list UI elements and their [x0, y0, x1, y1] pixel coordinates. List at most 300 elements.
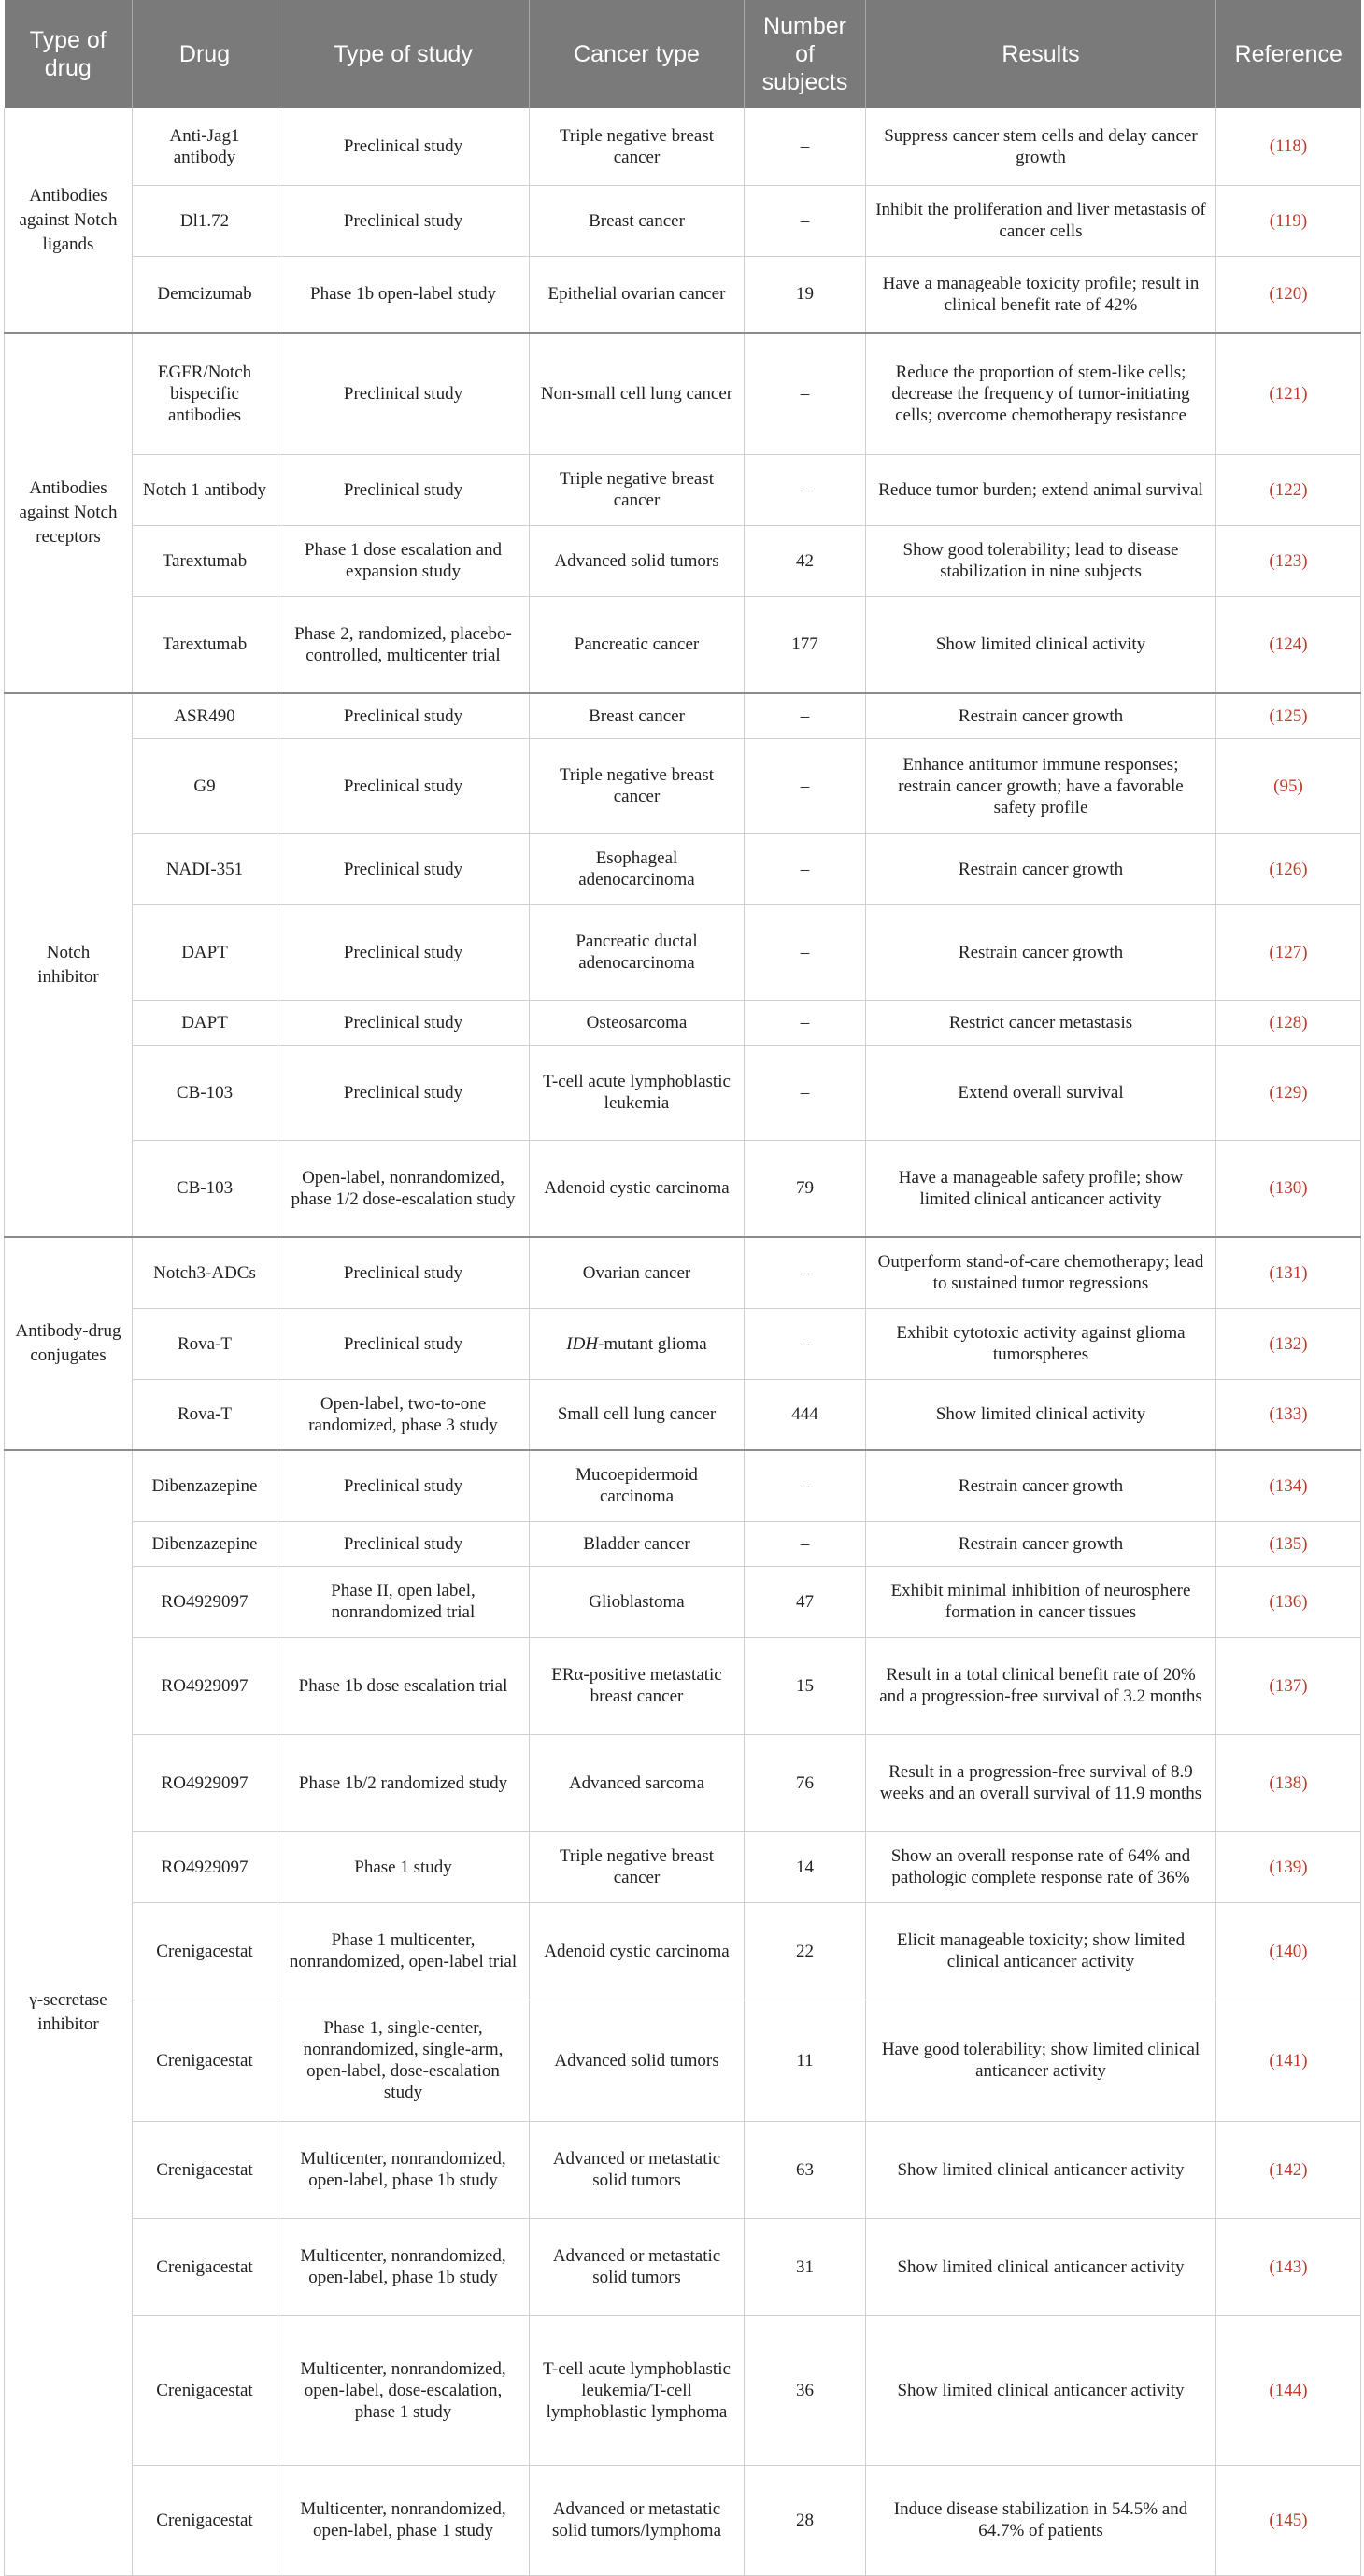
ref-paren-close: ): [1301, 2159, 1308, 2180]
study-type-cell: Phase 1 study: [277, 1831, 530, 1902]
reference-cell: [1216, 904, 1361, 1000]
ref-paren-close: ): [1301, 2050, 1308, 2071]
table-row: [5, 2218, 1361, 2315]
cancer-type-cell: Triple negative breast cancer: [530, 108, 745, 185]
ref-paren-close: ): [1301, 284, 1308, 305]
cancer-type-cell: Triple negative breast cancer: [530, 738, 745, 833]
table-row: [5, 904, 1361, 1000]
reference-link[interactable]: 125: [1274, 705, 1302, 726]
ref-paren-close: ): [1301, 1857, 1308, 1877]
reference-cell: [1216, 1140, 1361, 1237]
results-cell: Reduce the proportion of stem-like cells; decrease the frequency of tumor-initiating cells; overcome chemotherapy resistance: [866, 333, 1216, 454]
ref-paren-open: (: [1269, 705, 1275, 726]
study-type-cell: Phase 1b dose escalation trial: [277, 1637, 530, 1734]
results-cell: Enhance antitumor immune responses; restrain cancer growth; have a favorable safety profile: [866, 738, 1216, 833]
drug-cell: Rova-T: [133, 1308, 277, 1379]
subjects-cell: –: [745, 1045, 866, 1140]
table-row: [5, 1379, 1361, 1450]
reference-link[interactable]: 130: [1274, 1178, 1302, 1199]
study-type-cell: Preclinical study: [277, 904, 530, 1000]
table-row: [5, 596, 1361, 693]
ref-paren-open: (: [1269, 479, 1275, 500]
results-cell: Result in a total clinical benefit rate of 20% and a progression-free survival of 3.2 months: [866, 1637, 1216, 1734]
subjects-cell: 36: [745, 2315, 866, 2465]
ref-paren-open: (: [1269, 284, 1275, 305]
drug-cell: Crenigacestat: [133, 2218, 277, 2315]
ref-paren-open: (: [1269, 942, 1275, 962]
subjects-cell: –: [745, 333, 866, 454]
cancer-type-cell: Pancreatic cancer: [530, 596, 745, 693]
cancer-type-cell: Pancreatic ductal adenocarcinoma: [530, 904, 745, 1000]
subjects-cell: –: [745, 738, 866, 833]
reference-cell: [1216, 1734, 1361, 1831]
drug-cell: Notch 1 antibody: [133, 454, 277, 525]
results-cell: Restrain cancer growth: [866, 693, 1216, 738]
reference-link[interactable]: 132: [1274, 1333, 1302, 1354]
results-cell: Show good tolerability; lead to disease stabilization in nine subjects: [866, 525, 1216, 596]
drug-cell: RO4929097: [133, 1734, 277, 1831]
reference-link[interactable]: 141: [1274, 2050, 1302, 2071]
reference-cell: [1216, 1308, 1361, 1379]
table-row: [5, 1000, 1361, 1045]
ref-paren-close: ): [1297, 776, 1303, 796]
study-type-cell: Preclinical study: [277, 1521, 530, 1566]
reference-cell: [1216, 1000, 1361, 1045]
cancer-type-cell: IDH-mutant glioma: [530, 1308, 745, 1379]
results-cell: Restrain cancer growth: [866, 904, 1216, 1000]
table-row: [5, 833, 1361, 904]
reference-cell: [1216, 108, 1361, 185]
drug-cell: Crenigacestat: [133, 2121, 277, 2218]
reference-link[interactable]: 123: [1274, 550, 1302, 571]
ref-paren-close: ): [1301, 1475, 1308, 1496]
ref-paren-open: (: [1269, 1857, 1275, 1877]
table-row: [5, 2121, 1361, 2218]
study-type-cell: Multicenter, nonrandomized, open-label, phase 1b study: [277, 2121, 530, 2218]
table-row: [5, 1566, 1361, 1637]
ref-paren-close: ): [1301, 383, 1308, 404]
reference-link[interactable]: 133: [1274, 1404, 1302, 1425]
cancer-type-cell: Osteosarcoma: [530, 1000, 745, 1045]
study-type-cell: Preclinical study: [277, 333, 530, 454]
study-type-cell: Phase 1b/2 randomized study: [277, 1734, 530, 1831]
cancer-type-cell: T-cell acute lymphoblastic leukemia/T-cell lymphoblastic lymphoma: [530, 2315, 745, 2465]
subjects-cell: –: [745, 904, 866, 1000]
drug-cell: Dl1.72: [133, 185, 277, 256]
study-type-cell: Preclinical study: [277, 1450, 530, 1521]
cancer-type-cell: Advanced or metastatic solid tumors/lymphoma: [530, 2465, 745, 2575]
table-row: [5, 738, 1361, 833]
results-cell: Suppress cancer stem cells and delay cancer growth: [866, 108, 1216, 185]
cancer-type-cell: T-cell acute lymphoblastic leukemia: [530, 1045, 745, 1140]
results-cell: Extend overall survival: [866, 1045, 1216, 1140]
drug-cell: G9: [133, 738, 277, 833]
study-type-cell: Phase 1 multicenter, nonrandomized, open-label trial: [277, 1902, 530, 2000]
ref-paren-open: (: [1269, 634, 1275, 655]
subjects-cell: 79: [745, 1140, 866, 1237]
study-type-cell: Multicenter, nonrandomized, open-label, phase 1 study: [277, 2465, 530, 2575]
ref-paren-close: ): [1301, 1941, 1308, 1961]
drug-cell: Crenigacestat: [133, 2465, 277, 2575]
ref-paren-close: ): [1301, 1082, 1308, 1103]
reference-cell: [1216, 256, 1361, 333]
drug-type-cell: Notch inhibitor: [5, 693, 133, 1237]
drug-cell: Crenigacestat: [133, 2000, 277, 2121]
study-type-cell: Preclinical study: [277, 108, 530, 185]
table-row: [5, 2315, 1361, 2465]
ref-paren-close: ): [1301, 1772, 1308, 1793]
cancer-type-cell: Advanced solid tumors: [530, 525, 745, 596]
drug-cell: CB-103: [133, 1140, 277, 1237]
cancer-type-cell: Bladder cancer: [530, 1521, 745, 1566]
subjects-cell: 31: [745, 2218, 866, 2315]
table-row: [5, 1308, 1361, 1379]
reference-link[interactable]: 142: [1274, 2159, 1302, 2180]
results-cell: Result in a progression-free survival of 8.9 weeks and an overall survival of 11.9 months: [866, 1734, 1216, 1831]
reference-link[interactable]: 118: [1275, 136, 1301, 157]
subjects-cell: 19: [745, 256, 866, 333]
drug-type-cell: γ-secretase inhibitor: [5, 1450, 133, 2575]
subjects-cell: –: [745, 1521, 866, 1566]
study-type-cell: Phase 2, randomized, placebo-controlled, multicenter trial: [277, 596, 530, 693]
cancer-type-cell: Advanced or metastatic solid tumors: [530, 2218, 745, 2315]
study-type-cell: Preclinical study: [277, 1237, 530, 1308]
reference-link[interactable]: 129: [1274, 1082, 1302, 1103]
table-header: [5, 0, 1361, 108]
ref-paren-close: ): [1301, 1675, 1308, 1696]
subjects-cell: –: [745, 1450, 866, 1521]
table-row: [5, 2000, 1361, 2121]
subjects-cell: 444: [745, 1379, 866, 1450]
results-cell: Show limited clinical anticancer activity: [866, 2218, 1216, 2315]
table-body: [5, 108, 1361, 2575]
reference-link[interactable]: 143: [1274, 2256, 1302, 2277]
ref-paren-open: (: [1269, 859, 1275, 879]
table-row: [5, 1521, 1361, 1566]
table-row: [5, 454, 1361, 525]
ref-paren-close: ): [1301, 942, 1308, 962]
reference-cell: [1216, 1237, 1361, 1308]
cancer-type-cell: Breast cancer: [530, 693, 745, 738]
ref-paren-open: (: [1269, 1941, 1275, 1961]
results-cell: Restrain cancer growth: [866, 1450, 1216, 1521]
reference-cell: [1216, 185, 1361, 256]
reference-link[interactable]: 127: [1274, 942, 1302, 962]
table-row: [5, 1637, 1361, 1734]
ref-paren-close: ): [1301, 479, 1308, 500]
reference-cell: [1216, 2465, 1361, 2575]
reference-cell: [1216, 1450, 1361, 1521]
drug-cell: Crenigacestat: [133, 1902, 277, 2000]
results-cell: Exhibit minimal inhibition of neurosphere formation in cancer tissues: [866, 1566, 1216, 1637]
drug-cell: Anti-Jag1 antibody: [133, 108, 277, 185]
subjects-cell: 11: [745, 2000, 866, 2121]
study-type-cell: Preclinical study: [277, 1308, 530, 1379]
study-type-cell: Multicenter, nonrandomized, open-label, dose-escalation, phase 1 study: [277, 2315, 530, 2465]
drug-cell: DAPT: [133, 1000, 277, 1045]
ref-paren-open: (: [1273, 776, 1280, 796]
results-cell: Show limited clinical activity: [866, 1379, 1216, 1450]
ref-paren-open: (: [1269, 2050, 1275, 2071]
ref-paren-open: (: [1269, 1591, 1275, 1612]
drug-table: [4, 0, 1361, 2576]
cancer-type-cell: Advanced or metastatic solid tumors: [530, 2121, 745, 2218]
study-type-cell: Preclinical study: [277, 693, 530, 738]
subjects-cell: –: [745, 833, 866, 904]
reference-cell: [1216, 333, 1361, 454]
drug-cell: Rova-T: [133, 1379, 277, 1450]
subjects-cell: –: [745, 1000, 866, 1045]
reference-link[interactable]: 122: [1274, 479, 1302, 500]
ref-paren-open: (: [1269, 2510, 1275, 2530]
drug-type-cell: Antibodies against Notch ligands: [5, 108, 133, 333]
drug-cell: Dibenzazepine: [133, 1521, 277, 1566]
ref-paren-open: (: [1269, 1012, 1275, 1032]
study-type-cell: Preclinical study: [277, 833, 530, 904]
header-row: [5, 0, 1361, 108]
study-type-cell: Preclinical study: [277, 1045, 530, 1140]
table-row: [5, 1450, 1361, 1521]
ref-paren-open: (: [1269, 1262, 1275, 1283]
results-cell: Elicit manageable toxicity; show limited clinical anticancer activity: [866, 1902, 1216, 2000]
reference-cell: [1216, 2000, 1361, 2121]
cancer-type-cell: Advanced sarcoma: [530, 1734, 745, 1831]
table-row: [5, 185, 1361, 256]
subjects-cell: –: [745, 185, 866, 256]
ref-paren-close: ): [1301, 1333, 1308, 1354]
reference-link[interactable]: 135: [1274, 1533, 1302, 1554]
header-cancer-type: Cancer type: [530, 0, 745, 108]
reference-link[interactable]: 136: [1274, 1591, 1302, 1612]
reference-cell: [1216, 2121, 1361, 2218]
ref-paren-close: ): [1301, 1533, 1308, 1554]
ref-paren-open: (: [1269, 1475, 1275, 1496]
cancer-type-cell: Mucoepidermoid carcinoma: [530, 1450, 745, 1521]
study-type-cell: Phase 1 dose escalation and expansion study: [277, 525, 530, 596]
subjects-cell: 14: [745, 1831, 866, 1902]
reference-link[interactable]: 95: [1279, 776, 1298, 796]
study-type-cell: Preclinical study: [277, 738, 530, 833]
reference-link[interactable]: 124: [1274, 634, 1302, 655]
drug-type-cell: Antibody-drug conjugates: [5, 1237, 133, 1450]
ref-paren-open: (: [1269, 383, 1275, 404]
reference-link[interactable]: 128: [1274, 1012, 1302, 1032]
ref-paren-open: (: [1269, 1082, 1275, 1103]
results-cell: Inhibit the proliferation and liver metastasis of cancer cells: [866, 185, 1216, 256]
header-reference: Reference: [1216, 0, 1361, 108]
header-results: Results: [866, 0, 1216, 108]
cancer-type-cell: Breast cancer: [530, 185, 745, 256]
results-cell: Have good tolerability; show limited clinical anticancer activity: [866, 2000, 1216, 2121]
reference-link[interactable]: 126: [1274, 859, 1302, 879]
study-type-cell: Preclinical study: [277, 185, 530, 256]
reference-link[interactable]: 134: [1274, 1475, 1302, 1496]
ref-paren-open: (: [1269, 210, 1276, 231]
subjects-cell: 15: [745, 1637, 866, 1734]
cancer-type-cell: Adenoid cystic carcinoma: [530, 1902, 745, 2000]
drug-cell: ASR490: [133, 693, 277, 738]
study-type-cell: Phase 1b open-label study: [277, 256, 530, 333]
drug-cell: RO4929097: [133, 1566, 277, 1637]
table-row: [5, 1734, 1361, 1831]
reference-cell: [1216, 833, 1361, 904]
reference-link[interactable]: 120: [1274, 284, 1302, 305]
drug-cell: Tarextumab: [133, 525, 277, 596]
results-cell: Induce disease stabilization in 54.5% and 64.7% of patients: [866, 2465, 1216, 2575]
reference-link[interactable]: 138: [1274, 1772, 1302, 1793]
header-type-of-drug: Type of drug: [5, 0, 133, 108]
ref-paren-close: ): [1301, 1262, 1308, 1283]
table-row: [5, 1902, 1361, 2000]
cancer-type-cell: Advanced solid tumors: [530, 2000, 745, 2121]
drug-cell: Tarextumab: [133, 596, 277, 693]
reference-cell: [1216, 2218, 1361, 2315]
table-row: [5, 2465, 1361, 2575]
subjects-cell: 47: [745, 1566, 866, 1637]
ref-paren-close: ): [1301, 1178, 1308, 1199]
subjects-cell: –: [745, 454, 866, 525]
drug-cell: EGFR/Notch bispecific antibodies: [133, 333, 277, 454]
reference-link[interactable]: 131: [1274, 1262, 1302, 1283]
reference-link[interactable]: 145: [1274, 2510, 1302, 2530]
subjects-cell: 28: [745, 2465, 866, 2575]
ref-paren-open: (: [1269, 1772, 1275, 1793]
reference-cell: [1216, 596, 1361, 693]
study-type-cell: Phase II, open label, nonrandomized trial: [277, 1566, 530, 1637]
cancer-type-cell: Ovarian cancer: [530, 1237, 745, 1308]
subjects-cell: –: [745, 693, 866, 738]
cancer-type-cell: Triple negative breast cancer: [530, 1831, 745, 1902]
drug-cell: RO4929097: [133, 1831, 277, 1902]
reference-cell: [1216, 1637, 1361, 1734]
subjects-cell: 177: [745, 596, 866, 693]
results-cell: Have a manageable safety profile; show limited clinical anticancer activity: [866, 1140, 1216, 1237]
ref-paren-open: (: [1269, 1404, 1275, 1425]
ref-paren-close: ): [1301, 2380, 1308, 2400]
drug-cell: Crenigacestat: [133, 2315, 277, 2465]
reference-cell: [1216, 693, 1361, 738]
drug-cell: Notch3-ADCs: [133, 1237, 277, 1308]
cancer-type-cell: Non-small cell lung cancer: [530, 333, 745, 454]
subjects-cell: 76: [745, 1734, 866, 1831]
reference-link[interactable]: 144: [1274, 2380, 1302, 2400]
ref-paren-close: ): [1301, 634, 1308, 655]
subjects-cell: –: [745, 1308, 866, 1379]
reference-cell: [1216, 1902, 1361, 2000]
drug-cell: DAPT: [133, 904, 277, 1000]
results-cell: Reduce tumor burden; extend animal survival: [866, 454, 1216, 525]
reference-link[interactable]: 139: [1274, 1857, 1302, 1877]
results-cell: Show limited clinical anticancer activity: [866, 2121, 1216, 2218]
reference-link[interactable]: 119: [1275, 210, 1301, 231]
cancer-type-cell: Epithelial ovarian cancer: [530, 256, 745, 333]
results-cell: Show an overall response rate of 64% and pathologic complete response rate of 36%: [866, 1831, 1216, 1902]
ref-paren-open: (: [1269, 1533, 1275, 1554]
results-cell: Outperform stand-of-care chemotherapy; lead to sustained tumor regressions: [866, 1237, 1216, 1308]
table-row: [5, 525, 1361, 596]
table-row: [5, 1140, 1361, 1237]
subjects-cell: 63: [745, 2121, 866, 2218]
header-drug: Drug: [133, 0, 277, 108]
cancer-type-cell: Adenoid cystic carcinoma: [530, 1140, 745, 1237]
reference-cell: [1216, 1566, 1361, 1637]
reference-cell: [1216, 454, 1361, 525]
reference-cell: [1216, 2315, 1361, 2465]
table-row: [5, 256, 1361, 333]
subjects-cell: –: [745, 1237, 866, 1308]
ref-paren-close: ): [1301, 2256, 1308, 2277]
cancer-type-cell: Triple negative breast cancer: [530, 454, 745, 525]
reference-cell: [1216, 1521, 1361, 1566]
reference-cell: [1216, 1831, 1361, 1902]
table-row: [5, 333, 1361, 454]
subjects-cell: 22: [745, 1902, 866, 2000]
study-type-cell: Phase 1, single-center, nonrandomized, single-arm, open-label, dose-escalation study: [277, 2000, 530, 2121]
ref-paren-open: (: [1269, 136, 1276, 157]
subjects-cell: –: [745, 108, 866, 185]
ref-paren-close: ): [1301, 1591, 1308, 1612]
results-cell: Show limited clinical anticancer activity: [866, 2315, 1216, 2465]
subjects-cell: 42: [745, 525, 866, 596]
results-cell: Restrict cancer metastasis: [866, 1000, 1216, 1045]
ref-paren-open: (: [1269, 550, 1275, 571]
reference-link[interactable]: 140: [1274, 1941, 1302, 1961]
ref-paren-close: ): [1301, 550, 1308, 571]
reference-link[interactable]: 121: [1274, 383, 1302, 404]
ref-paren-open: (: [1269, 1178, 1275, 1199]
ref-paren-open: (: [1269, 2159, 1275, 2180]
table-row: [5, 1045, 1361, 1140]
drug-cell: NADI-351: [133, 833, 277, 904]
ref-paren-close: ): [1300, 210, 1308, 231]
ref-paren-close: ): [1301, 1404, 1308, 1425]
drug-cell: CB-103: [133, 1045, 277, 1140]
ref-paren-open: (: [1269, 1675, 1275, 1696]
ref-paren-close: ): [1300, 136, 1308, 157]
study-type-cell: Multicenter, nonrandomized, open-label, phase 1b study: [277, 2218, 530, 2315]
study-type-cell: Preclinical study: [277, 454, 530, 525]
header-number-of-subjects: Number of subjects: [745, 0, 866, 108]
results-cell: Have a manageable toxicity profile; result in clinical benefit rate of 42%: [866, 256, 1216, 333]
drug-cell: Demcizumab: [133, 256, 277, 333]
table-row: [5, 693, 1361, 738]
drug-cell: Dibenzazepine: [133, 1450, 277, 1521]
table-row: [5, 1831, 1361, 1902]
table-row: [5, 108, 1361, 185]
ref-paren-open: (: [1269, 2380, 1275, 2400]
cancer-type-cell: Small cell lung cancer: [530, 1379, 745, 1450]
results-cell: Exhibit cytotoxic activity against glioma tumorspheres: [866, 1308, 1216, 1379]
reference-cell: [1216, 738, 1361, 833]
ref-paren-open: (: [1269, 2256, 1275, 2277]
cancer-type-cell: ERα-positive metastatic breast cancer: [530, 1637, 745, 1734]
results-cell: Restrain cancer growth: [866, 833, 1216, 904]
study-type-cell: Open-label, two-to-one randomized, phase 3 study: [277, 1379, 530, 1450]
ref-paren-open: (: [1269, 1333, 1275, 1354]
cancer-type-cell: Glioblastoma: [530, 1566, 745, 1637]
study-type-cell: Open-label, nonrandomized, phase 1/2 dose-escalation study: [277, 1140, 530, 1237]
results-cell: Restrain cancer growth: [866, 1521, 1216, 1566]
study-type-cell: Preclinical study: [277, 1000, 530, 1045]
reference-link[interactable]: 137: [1274, 1675, 1302, 1696]
table-row: [5, 1237, 1361, 1308]
reference-cell: [1216, 1379, 1361, 1450]
ref-paren-close: ): [1301, 1012, 1308, 1032]
ref-paren-close: ): [1301, 705, 1308, 726]
ref-paren-close: ): [1301, 2510, 1308, 2530]
cancer-type-cell: Esophageal adenocarcinoma: [530, 833, 745, 904]
reference-cell: [1216, 525, 1361, 596]
